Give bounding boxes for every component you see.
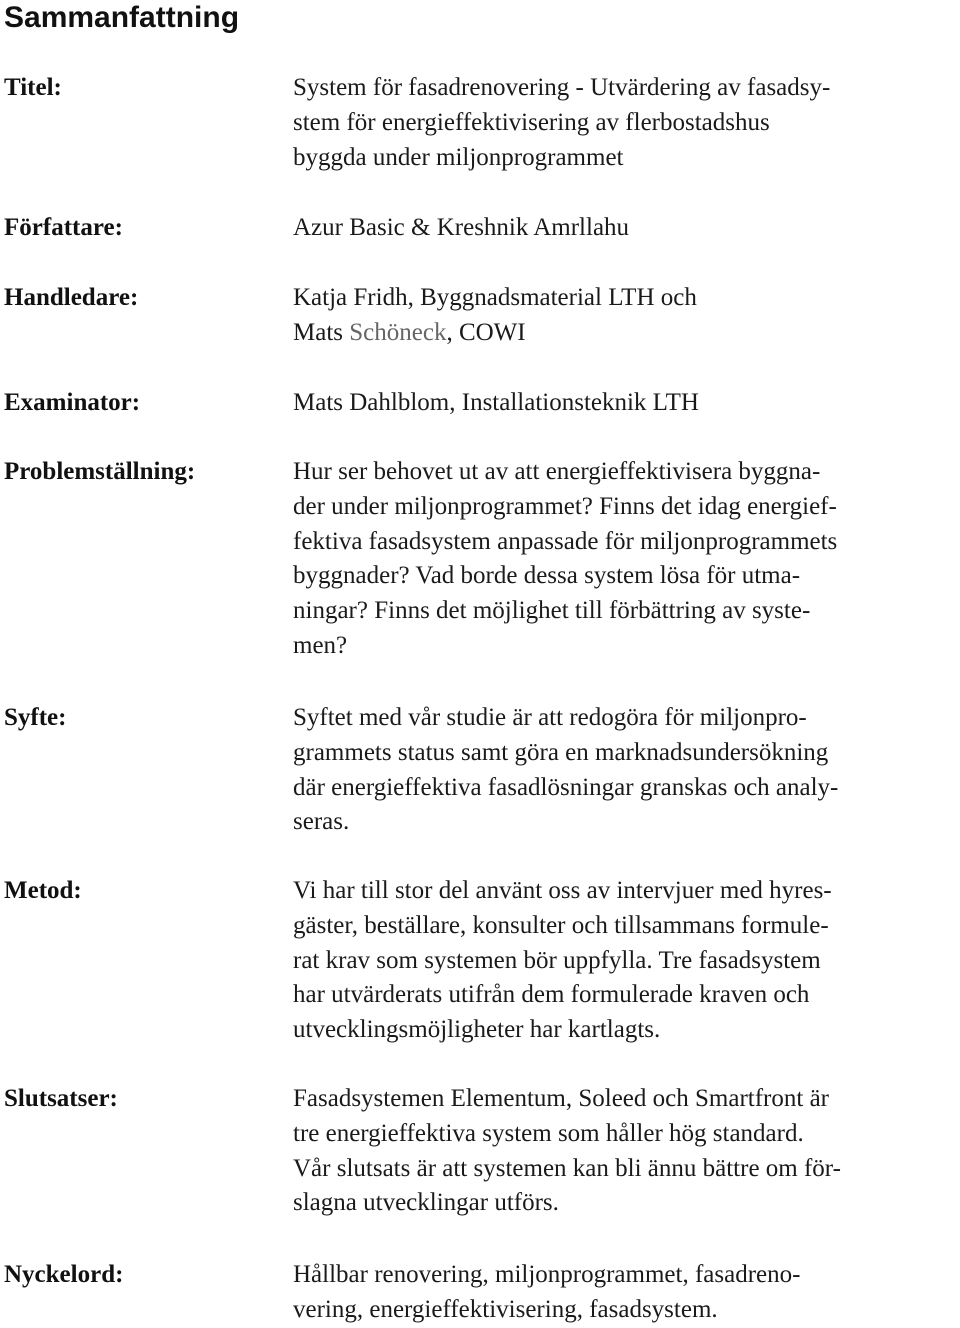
purpose-label: Syfte: [4,704,67,731]
method-line: rat krav som systemen bör uppfylla. Tre fasadsystem [293,946,821,974]
title-label: Titel: [4,74,62,101]
problem-label: Problemställning: [4,458,196,485]
conclusions-label: Slutsatser: [4,1085,118,1112]
problem-value [293,455,957,664]
examiner-label: Examinator: [4,389,141,416]
supervisor-first-name: Mats [293,318,350,346]
conclusions-line: Vår slutsats är att systemen kan bli ännu bättre om för- [293,1154,841,1182]
keywords-label: Nyckelord: [4,1261,124,1288]
method-label: Metod: [4,877,82,904]
problem-line: der under miljonprogrammet? Finns det idag energief- [293,492,837,520]
method-line: utvecklingsmöjligheter har kartlagts. [293,1016,661,1044]
supervisor-surname: Schöneck [349,318,447,346]
authors-value [293,211,957,246]
problem-line: fektiva fasadsystem anpassade för miljonprogrammets [293,527,838,555]
problem-line: men? [293,631,348,659]
method-line: gäster, beställare, konsulter och tillsammans formule- [293,911,829,939]
conclusions-line: slagna utvecklingar utförs. [293,1189,559,1217]
supervisors-value [293,281,957,351]
supervisors-label: Handledare: [4,284,139,311]
purpose-line: där energieffektiva fasadlösningar granskas och analy- [293,773,839,801]
purpose-line: grammets status samt göra en marknadsundersökning [293,738,829,766]
examiner-line: Mats Dahlblom, Installationsteknik LTH [293,389,699,416]
authors-label: Författare: [4,214,123,241]
purpose-value [293,701,957,840]
supervisor-company: , COWI [446,318,526,346]
authors-line: Azur Basic & Kreshnik Amrllahu [293,214,630,241]
conclusions-line: Fasadsystemen Elementum, Soleed och Smartfront är [293,1085,829,1112]
supervisors-line [293,316,957,351]
title-line: stem för energieffektivisering av flerbostadshus [293,108,770,136]
purpose-line: seras. [293,808,350,836]
method-value [293,874,957,1048]
title-line: System för fasadrenovering - Utvärdering av fasadsy- [293,74,831,101]
method-line: Vi har till stor del använt oss av intervjuer med hyres- [293,877,832,904]
purpose-line: Syftet med vår studie är att redogöra för miljonpro- [293,704,807,731]
keywords-line: vering, energieffektivisering, fasadsystem. [293,1295,718,1323]
conclusions-line: tre energieffektiva system som håller hög standard. [293,1119,804,1147]
problem-line: byggnader? Vad borde dessa system lösa för utma- [293,562,801,590]
title-line: byggda under miljonprogrammet [293,143,624,171]
problem-line: Hur ser behovet ut av att energieffektivisera byggna- [293,458,821,485]
supervisors-line: Katja Fridh, Byggnadsmaterial LTH och [293,284,697,311]
method-line: har utvärderats utifrån dem formulerade kraven och [293,981,810,1009]
problem-line: ningar? Finns det möjlighet till förbättring av syste- [293,597,811,625]
examiner-value [293,386,957,421]
page-title: Sammanfattning [4,1,240,34]
title-value [293,71,957,175]
keywords-value [293,1258,957,1328]
conclusions-value [293,1082,957,1221]
keywords-line: Hållbar renovering, miljonprogrammet, fasadreno- [293,1261,801,1288]
